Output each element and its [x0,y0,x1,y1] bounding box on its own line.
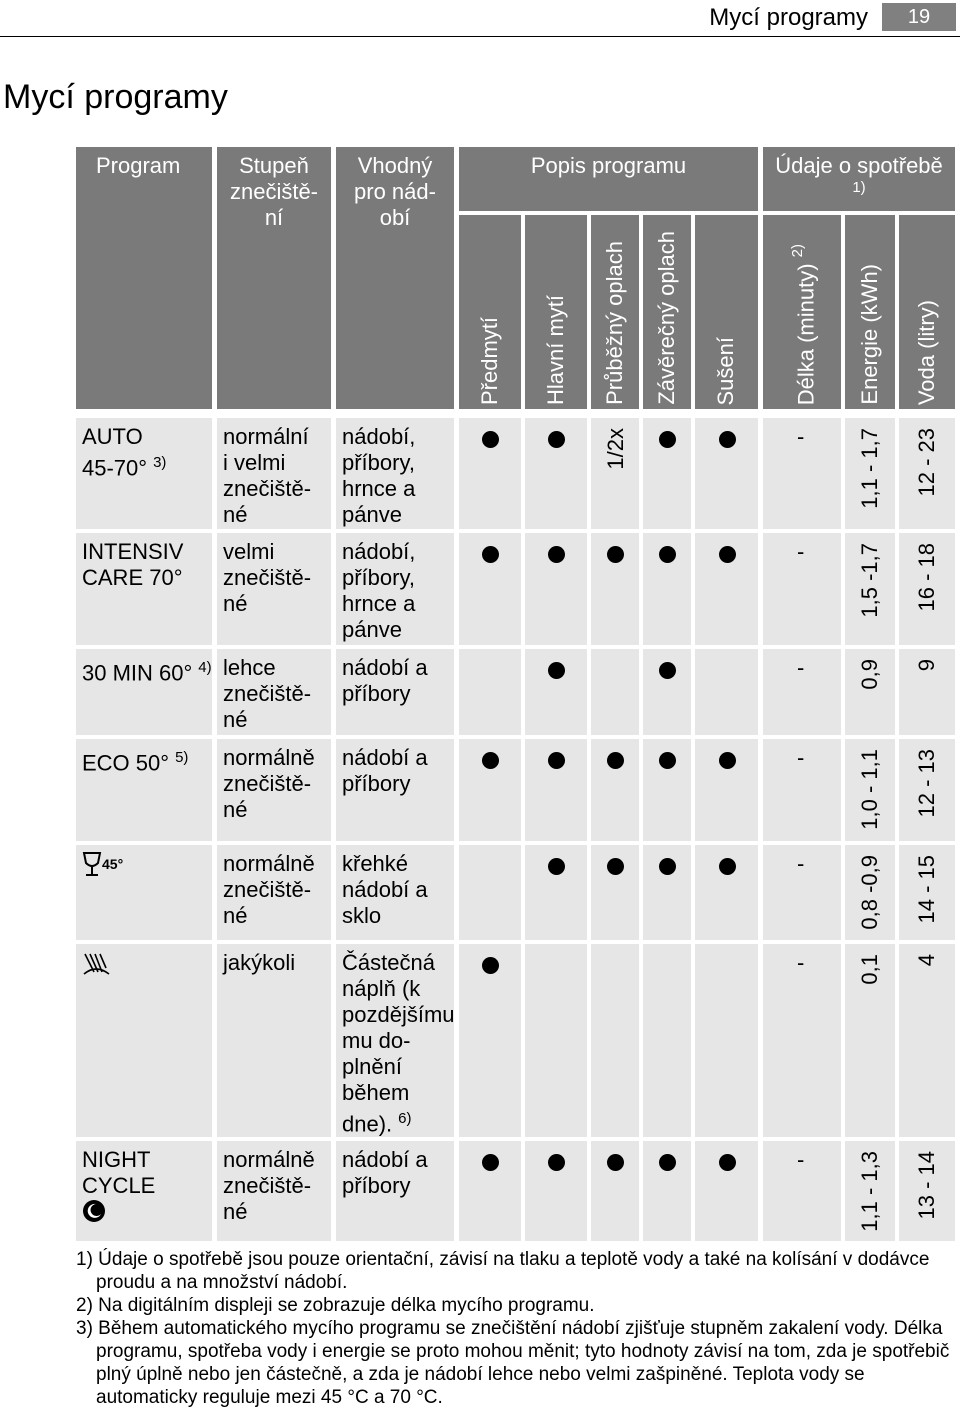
energy-value: 1,1 - 1,3 [857,1151,882,1232]
phase-dot [607,752,624,769]
cell-p3 [591,533,639,645]
suitable-text: nádobí, příbory, hrnce a pánve [342,539,416,642]
cell-p1 [459,1141,521,1241]
cell-duration [763,418,841,529]
cell-p2 [525,418,587,529]
glass-45-label: 45° [102,856,124,872]
energy-value: 0,1 [857,954,882,985]
cell-p3 [591,418,639,529]
phase-dot [482,957,499,974]
cell-duration [763,944,841,1137]
cell-p5 [695,739,758,841]
suitable-text: nádobí a příbory [342,1147,428,1198]
suitable-text: křehké nádobí a sklo [342,851,428,928]
footnote-2: 2) Na digitálním displeji se zobrazuje délka mycího programu. [76,1295,595,1316]
cell-energy [845,845,895,940]
cell-suitable [336,739,454,841]
cell-duration [763,845,841,940]
duration-value: - [797,424,805,449]
program-note: 3) [153,454,167,471]
cell-duration [763,1141,841,1241]
program-name [82,655,212,686]
cell-p5 [695,533,758,645]
water-value: 4 [914,954,939,967]
phase-dot [659,752,676,769]
cell-suitable [336,533,454,645]
cell-p3 [591,1141,639,1241]
suitable-for [342,950,455,1137]
moon-icon [82,1199,155,1229]
soil-text: normálně znečiště- né [223,745,315,822]
cell-duration [763,533,841,645]
cell-p2 [525,845,587,940]
cell-p1 [459,418,521,529]
header-duration-note: 2) [789,243,806,258]
cell-p5 [695,649,758,735]
cell-energy [845,533,895,645]
phase-dot [719,431,736,448]
cell-energy [845,1141,895,1241]
header-program [76,147,212,409]
cell-p1 [459,944,521,1137]
header-phase-prewash [459,215,521,409]
energy-value: 1,5 -1,7 [857,543,882,618]
soil-level [223,1147,315,1225]
program-name [82,1147,155,1229]
cell-program [76,418,212,529]
cell-p2 [525,739,587,841]
cell-p4 [643,845,691,940]
soil-text: lehce znečiště- né [223,655,312,732]
cell-soil [217,418,331,529]
cell-p4 [643,533,691,645]
soil-text: normálně znečiště- né [223,851,315,928]
cell-soil [217,845,331,940]
energy-value: 1,0 - 1,1 [857,749,882,830]
water-value: 14 - 15 [914,855,939,924]
header-description: Popis programu [459,147,758,211]
phase-dot [482,1154,499,1171]
cell-program [76,739,212,841]
program-name-text: AUTO 45-70° [82,424,148,481]
program-name-text: ECO 50° [82,750,170,776]
cell-p1 [459,649,521,735]
cell-p3 [591,845,639,940]
water-value: 12 - 23 [914,428,939,497]
header-suitable: Vhodný pro nád- obí [336,147,454,409]
cell-program [76,845,212,940]
soil-level [223,539,311,617]
cell-p4 [643,418,691,529]
program-name-text: 30 MIN 60° [82,660,193,686]
suitable-for [342,539,415,643]
header-phase-final-rinse [643,215,691,409]
footnotes [76,1248,960,1409]
phase-dot [548,752,565,769]
cell-soil [217,649,331,735]
program-name [82,424,166,481]
soil-text: normálně znečiště- né [223,1147,315,1224]
header-water-label: Voda (litry) [914,299,939,405]
water-value: 16 - 18 [914,543,939,612]
header-phase-drying [695,215,758,409]
phase-dot [659,1154,676,1171]
cell-p3 [591,944,639,1137]
cell-p5 [695,418,758,529]
program-name-text: INTENSIV CARE 70° [82,539,184,590]
cell-p1 [459,533,521,645]
cell-water [899,1141,955,1241]
cell-p3 [591,649,639,735]
duration-value: - [797,655,805,680]
soil-level [223,851,315,929]
soil-level [223,745,315,823]
header-duration-text: Délka (minuty) [793,263,819,405]
phase-dot [659,662,676,679]
phase-text: 1/2x [603,428,628,470]
phase-dot [482,546,499,563]
header-consumption-note: 1) [852,179,866,196]
suitable-for [342,1147,428,1199]
energy-value: 0,9 [857,659,882,690]
soil-text: normální i velmi znečiště- né [223,424,312,527]
suitable-text: nádobí a příbory [342,655,428,706]
cell-p2 [525,533,587,645]
phase-dot [548,431,565,448]
phase-dot [607,858,624,875]
cell-energy [845,649,895,735]
cell-water [899,739,955,841]
duration-value: - [797,539,805,564]
phase-dot [719,858,736,875]
cell-p1 [459,739,521,841]
cell-program [76,944,212,1137]
suitable-for [342,851,428,929]
program-name [82,950,112,982]
water-value: 9 [914,659,939,672]
cell-p1 [459,845,521,940]
program-note: 4) [198,659,212,676]
suitable-text: Částečná náplň (k pozdějšímu mu do- plnění během dne). [342,950,455,1137]
cell-soil [217,533,331,645]
cell-soil [217,944,331,1137]
cell-p4 [643,1141,691,1241]
cell-suitable [336,1141,454,1241]
phase-dot [548,546,565,563]
phase-dot [719,546,736,563]
cell-p4 [643,649,691,735]
cell-p5 [695,1141,758,1241]
phase-dot [607,1154,624,1171]
cell-energy [845,739,895,841]
cell-water [899,944,955,1137]
header-title: Mycí programy [709,4,868,31]
header-phase-mainwash [525,215,587,409]
page-title: Mycí programy [3,78,228,116]
phase-dot [719,1154,736,1171]
phase-dot [607,546,624,563]
suitable-text: nádobí, příbory, hrnce a pánve [342,424,416,527]
phase-dot [482,752,499,769]
phase-dot [659,858,676,875]
cell-suitable [336,418,454,529]
cell-soil [217,739,331,841]
cell-energy [845,418,895,529]
phase-dot [548,858,565,875]
glass-45-icon [82,857,123,882]
cell-suitable [336,649,454,735]
cell-p5 [695,845,758,940]
page-number: 19 [882,3,956,31]
header-energy-label: Energie (kWh) [857,264,882,405]
suitable-for [342,424,415,528]
header-consumption-label: Údaje o spotřebě [775,153,943,178]
duration-value: - [797,950,805,975]
energy-value: 0,8 -0,9 [857,855,882,930]
cell-p4 [643,944,691,1137]
header-water [899,215,955,409]
cell-program [76,1141,212,1241]
cell-p2 [525,1141,587,1241]
header-soil: Stupeň znečiště- ní [217,147,331,409]
suitable-for [342,655,428,707]
suitable-note: 6) [398,1110,412,1127]
water-value: 13 - 14 [914,1151,939,1220]
footnote-3: 3) Během automatického mycího programu se znečištění nádobí zjišťuje stupněm zakalení vody. Délka programu, spotřeba vody i energie se proto mohou měnit; tyto hodnoty závisí na tom, zda je spotřebič plný úplně nebo jen částečně, a zda je nádobí lehce nebo velmi zašpiněné. Teplota vody se automaticky reguluje mezi 45 °C a 70 °C. [76,1318,950,1408]
phase-dot [659,546,676,563]
phase-dot [548,662,565,679]
header-phase-final-rinse-label: Závěrečný oplach [654,231,679,405]
energy-value: 1,1 - 1,7 [857,428,882,509]
duration-value: - [797,851,805,876]
water-value: 12 - 13 [914,749,939,818]
cell-p3 [591,739,639,841]
cell-program [76,533,212,645]
cell-duration [763,739,841,841]
rinse-hold-icon [82,956,112,981]
header-phase-interim-rinse [591,215,639,409]
program-name [82,539,183,591]
suitable-text: nádobí a příbory [342,745,428,796]
cell-duration [763,649,841,735]
duration-value: - [797,1147,805,1172]
cell-p4 [643,739,691,841]
header-phase-interim-rinse-label: Průběžný oplach [602,241,627,405]
cell-suitable [336,845,454,940]
soil-text: velmi znečiště- né [223,539,312,616]
header-phase-mainwash-label: Hlavní mytí [543,294,568,405]
soil-text: jakýkoli [223,950,296,975]
cell-suitable [336,944,454,1137]
cell-water [899,649,955,735]
program-name [82,745,188,776]
cell-p5 [695,944,758,1137]
program-note: 5) [175,749,189,766]
phase-dot [548,1154,565,1171]
cell-water [899,533,955,645]
program-name [82,851,123,883]
phase-dot [719,752,736,769]
cell-p2 [525,649,587,735]
page-header [0,0,960,40]
soil-level [223,424,311,528]
header-duration-label [789,244,819,405]
cell-soil [217,1141,331,1241]
header-consumption [763,147,955,211]
cell-p2 [525,944,587,1137]
header-program-label: Program [96,153,181,178]
suitable-for [342,745,428,797]
cell-energy [845,944,895,1137]
cell-program [76,649,212,735]
program-name-text: NIGHT CYCLE [82,1147,156,1198]
soil-level [223,655,311,733]
cell-water [899,418,955,529]
phase-dot [482,431,499,448]
header-duration [763,215,841,409]
cell-water [899,845,955,940]
header-rule [0,36,960,37]
header-phase-prewash-label: Předmytí [477,316,502,405]
footnote-1: 1) Údaje o spotřebě jsou pouze orientační, závisí na tlaku a teplotě vody a také na kolísání v dodávce proudu a na množství nádobí. [76,1249,930,1293]
soil-level [223,950,295,976]
header-phase-drying-label: Sušení [713,336,738,405]
phase-dot [659,431,676,448]
duration-value: - [797,745,805,770]
header-energy [845,215,895,409]
